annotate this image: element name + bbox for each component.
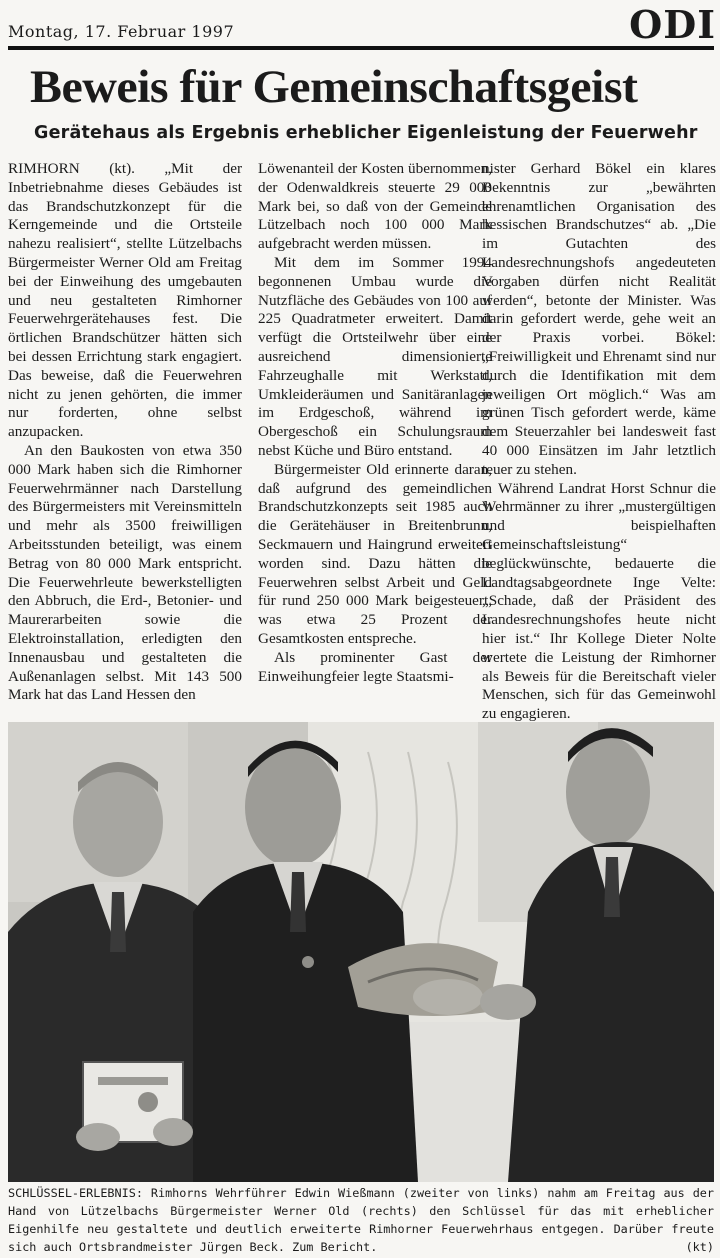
article-body	[8, 160, 714, 730]
issue-date: Montag, 17. Februar 1997	[8, 22, 235, 41]
paragraph: Mit dem im Sommer 1994 begonnenen Umbau wurde die Nutzfläche des Gebäudes von 100 auf 225 Quadratmeter erweitert. Damit verfügt die Ortsteilwehr über eine ausreichend dimensionierte Fahrzeughalle mit Werkstatt, Umkleideräumen und Sanitäranlagen im Erdgeschoß, während im Obergeschoß ein Schulungsraum nebst Küche und Büro entstand.	[258, 253, 492, 459]
article-headline: Beweis für Gemeinschaftsgeist	[30, 61, 638, 113]
text-column-3	[482, 160, 716, 730]
caption-credit: (kt)	[685, 1240, 714, 1254]
photo-illustration	[8, 722, 714, 1182]
paragraph: Bürgermeister Old erinnerte daran, daß aufgrund des gemeindlichen Brandschutzkonzepts seit 1985 auch die Gerätehäuser in Breitenbrunn, Seckmauern und Haingrund erweitert worden sind. Dazu hätten die Feuerwehren selbst Arbeit und Geld für rund 250 000 Mark beigesteuert, was etwa 25 Prozent der Gesamtkosten entspreche.	[258, 460, 492, 647]
news-photo	[8, 722, 714, 1182]
text-column-1	[8, 160, 242, 730]
article-subheadline: Gerätehaus als Ergebnis erheblicher Eigenleistung der Feuerwehr	[34, 123, 698, 143]
photo-caption	[8, 1184, 714, 1256]
text-column-2	[258, 160, 492, 730]
paragraph: Löwenanteil der Kosten übernommen, der Odenwaldkreis steuerte 29 000 Mark bei, so daß von der Gemeinde Lützelbach noch 100 000 Mark aufgebracht werden müssen.	[258, 160, 492, 253]
newspaper-name: ODI	[629, 2, 716, 47]
paragraph: nister Gerhard Bökel ein klares Bekenntnis zur „bewährten ehrenamtlichen Organisation des hessischen Brandschutzes“ ab. „Die im Gutachten des Landesrechnungshofs angedeuteten Vorgaben dürfen nicht Realität werden“, betonte der Minister. Was darin gefordert werde, gehe weit an der Praxis vorbei. Bökel: „Freiwilligkeit und Ehrenamt sind nur durch die Identifikation mit dem jeweiligen Ort möglich.“ Was am grünen Tisch gefordert werde, käme dem Steuerzahler bei landesweit fast 40 000 Einsätzen im Jahr letztlich teuer zu stehen.	[482, 160, 716, 478]
paragraph: RIMHORN (kt). „Mit der Inbetriebnahme dieses Gebäudes ist das Brandschutzkonzept für die Kerngemeinde und die Ortsteile nahezu realisiert“, stellte Lützelbachs Bürgermeister Werner Old am Freitag bei der Einweihung des umgebauten und neu gestalteten Rimhorner Feuerwehrgerätehauses fest. Die örtlichen Brandschützer hätten sich bei dessen Errichtung stark engagiert. Das beweise, daß die Feuerwehren nicht zu jenen gehörten, die immer nur forderten, ohne selbst anzupacken.	[8, 160, 242, 441]
caption-text: SCHLÜSSEL-ERLEBNIS: Rimhorns Wehrführer Edwin Wießmann (zweiter von links) nahm am Freitag aus der Hand von Lützelbachs Bürgermeister Werner Old (rechts) den Schlüssel für das mit erheblicher Eigenhilfe neu gestaltete und deutlich erweiterte Rimhorner Feuerwehrhaus entgegen. Darüber freute sich auch Ortsbrandmeister Jürgen Beck. Zum Bericht.	[8, 1186, 714, 1254]
paragraph: Während Landrat Horst Schnur die Wehrmänner zu ihrer „mustergültigen und beispielhaften Gemeinschaftsleistung“ beglückwünschte, bedauerte die Landtagsabgeordnete Inge Velte: „Schade, daß der Präsident des Landesrechnungshofes heute nicht hier ist.“ Ihr Kollege Dieter Nolte wertete die Leistung der Rimhorner als Beweis für die Bereitschaft vieler Menschen, sich für das Gemeinwohl zu engagieren.	[482, 479, 716, 723]
paragraph: Als prominenter Gast der Einweihungfeier legte Staatsmi-	[258, 648, 492, 685]
masthead	[8, 2, 716, 50]
paragraph: An den Baukosten von etwa 350 000 Mark haben sich die Rimhorner Feuerwehrmänner nach Darstellung des Bürgermeisters mit Vereinsmitteln und mehr als 3500 freiwilligen Arbeitsstunden beteiligt, was einem Betrag von 80 000 Mark entspricht. Die Feuerwehrleute bewerkstelligten den Abbruch, die Erd-, Betonier- und Maurerarbeiten sowie die Elektroinstallation, erledigten den Innenausbau und gestalteten die Außenanlagen selbst. Mit 143 500 Mark hat das Land Hessen den	[8, 441, 242, 704]
